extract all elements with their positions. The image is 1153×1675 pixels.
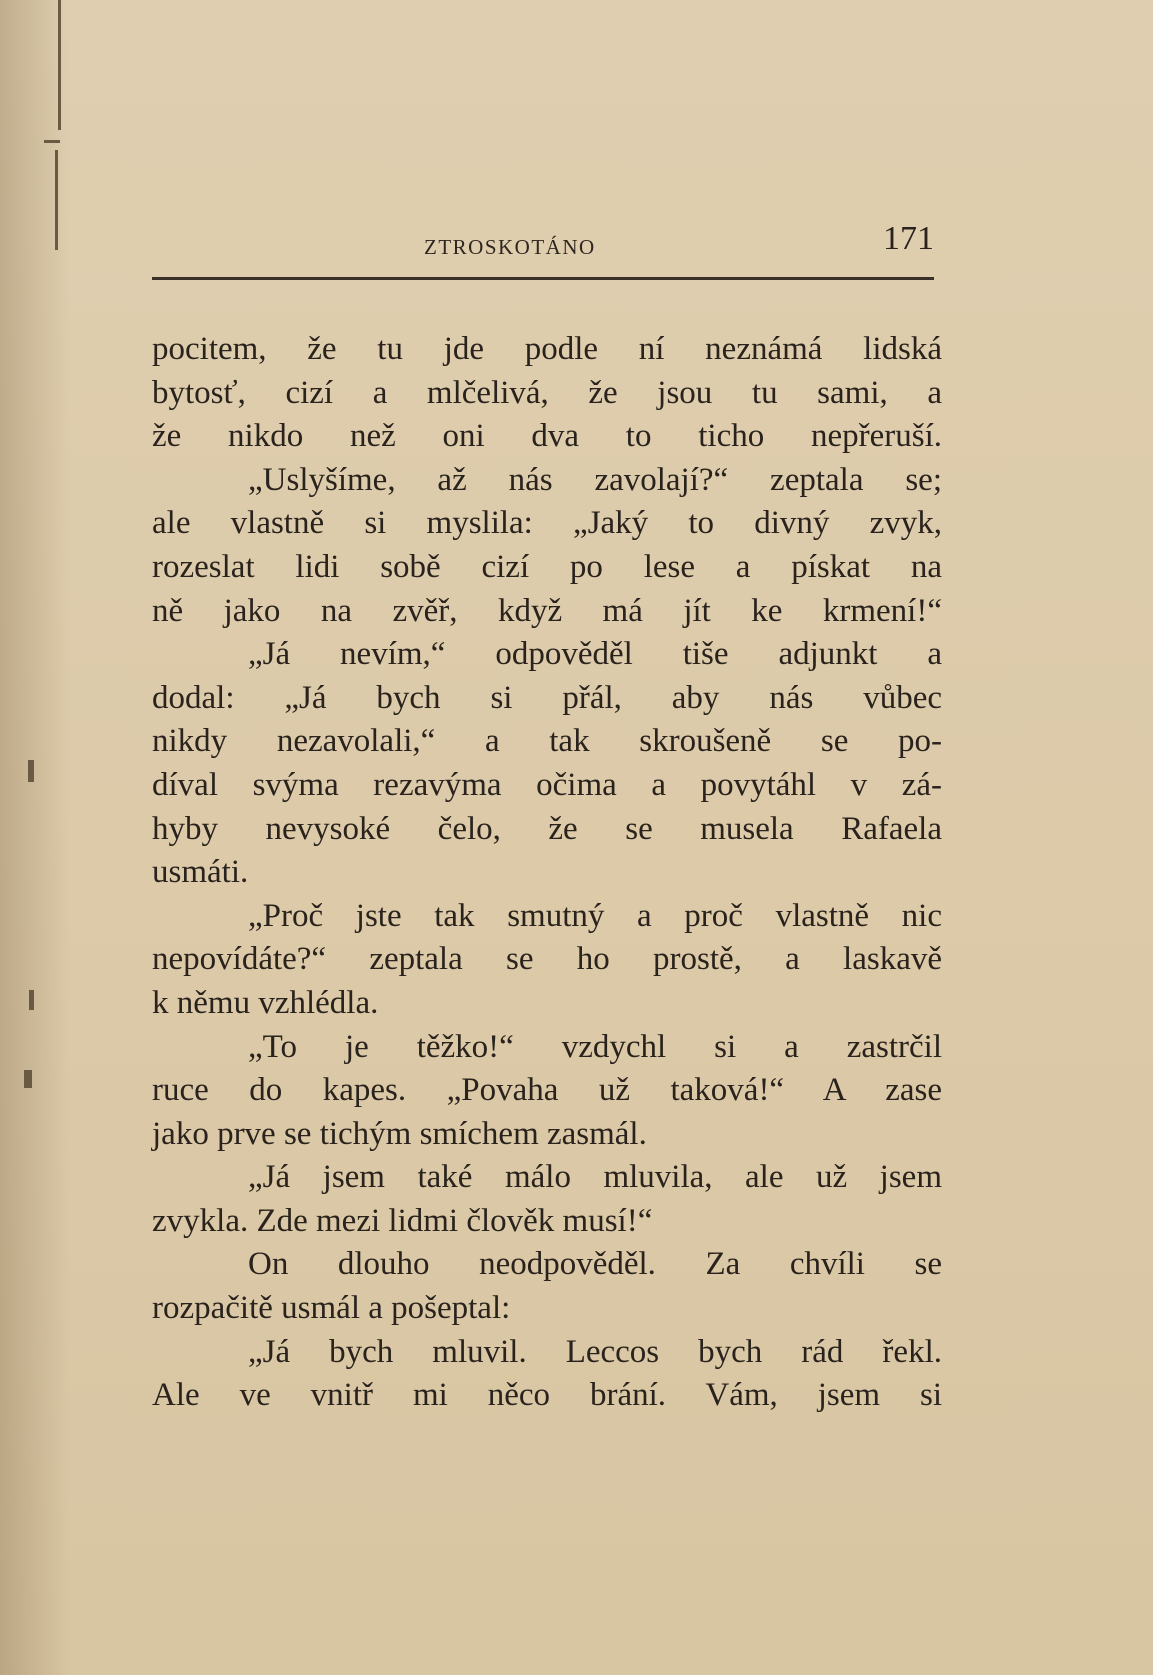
text-line: „Já bych mluvil. Leccos bych rád řekl. <box>248 1333 942 1370</box>
text-line: jako prve se tichým smíchem zasmál. <box>152 1115 647 1152</box>
page-edge-mark <box>44 140 60 143</box>
text-line: ně jako na zvěř, když má jít ke krmení!“ <box>152 592 942 629</box>
text-line: ruce do kapes. „Povaha už taková!“ A zase <box>152 1072 942 1109</box>
page-number: 171 <box>883 220 934 257</box>
text-line: „To je těžko!“ vzdychl si a zastrčil <box>248 1028 942 1065</box>
page-edge-mark <box>28 760 34 782</box>
text-line: rozeslat lidi sobě cizí po lese a pískat na <box>152 548 942 585</box>
text-line: nepovídáte?“ zeptala se ho prostě, a laskavě <box>152 941 942 978</box>
text-line: díval svýma rezavýma očima a povytáhl v zá- <box>152 766 942 803</box>
text-line: „Proč jste tak smutný a proč vlastně nic <box>248 897 942 934</box>
text-line: dodal: „Já bych si přál, aby nás vůbec <box>152 679 942 716</box>
text-line: „Já nevím,“ odpověděl tiše adjunkt a <box>248 636 942 673</box>
text-line: usmáti. <box>152 854 249 891</box>
text-line: rozpačitě usmál a pošeptal: <box>152 1290 511 1327</box>
text-line: Ale ve vnitř mi něco brání. Vám, jsem si <box>152 1377 942 1414</box>
running-title: ZTROSKOTÁNO <box>424 235 596 259</box>
text-line: pocitem, že tu jde podle ní neznámá lidská <box>152 331 942 367</box>
text-line: „Uslyšíme, až nás zavolají?“ zeptala se; <box>248 461 942 498</box>
page-edge-mark <box>55 150 58 250</box>
text-line: nikdy nezavolali,“ a tak skroušeně se po- <box>152 723 942 760</box>
text-line: „Já jsem také málo mluvila, ale už jsem <box>248 1159 942 1196</box>
header-rule <box>152 277 934 280</box>
text-line: že nikdo než oni dva to ticho nepřeruší. <box>152 418 942 455</box>
page-edge-mark <box>29 990 34 1010</box>
text-line: On dlouho neodpověděl. Za chvíli se <box>248 1246 942 1283</box>
page-header <box>152 218 934 266</box>
text-line: ale vlastně si myslila: „Jaký to divný zvyk, <box>152 505 942 542</box>
page-edge-mark <box>24 1070 32 1088</box>
page-edge-mark <box>58 0 61 130</box>
text-line: hyby nevysoké čelo, že se musela Rafaela <box>152 810 942 847</box>
text-line: zvykla. Zde mezi lidmi člověk musí!“ <box>152 1202 653 1239</box>
text-line: bytosť, cizí a mlčelivá, že jsou tu sami, a <box>152 374 942 411</box>
text-line: k němu vzhlédla. <box>152 984 379 1021</box>
text-body <box>152 328 942 1418</box>
